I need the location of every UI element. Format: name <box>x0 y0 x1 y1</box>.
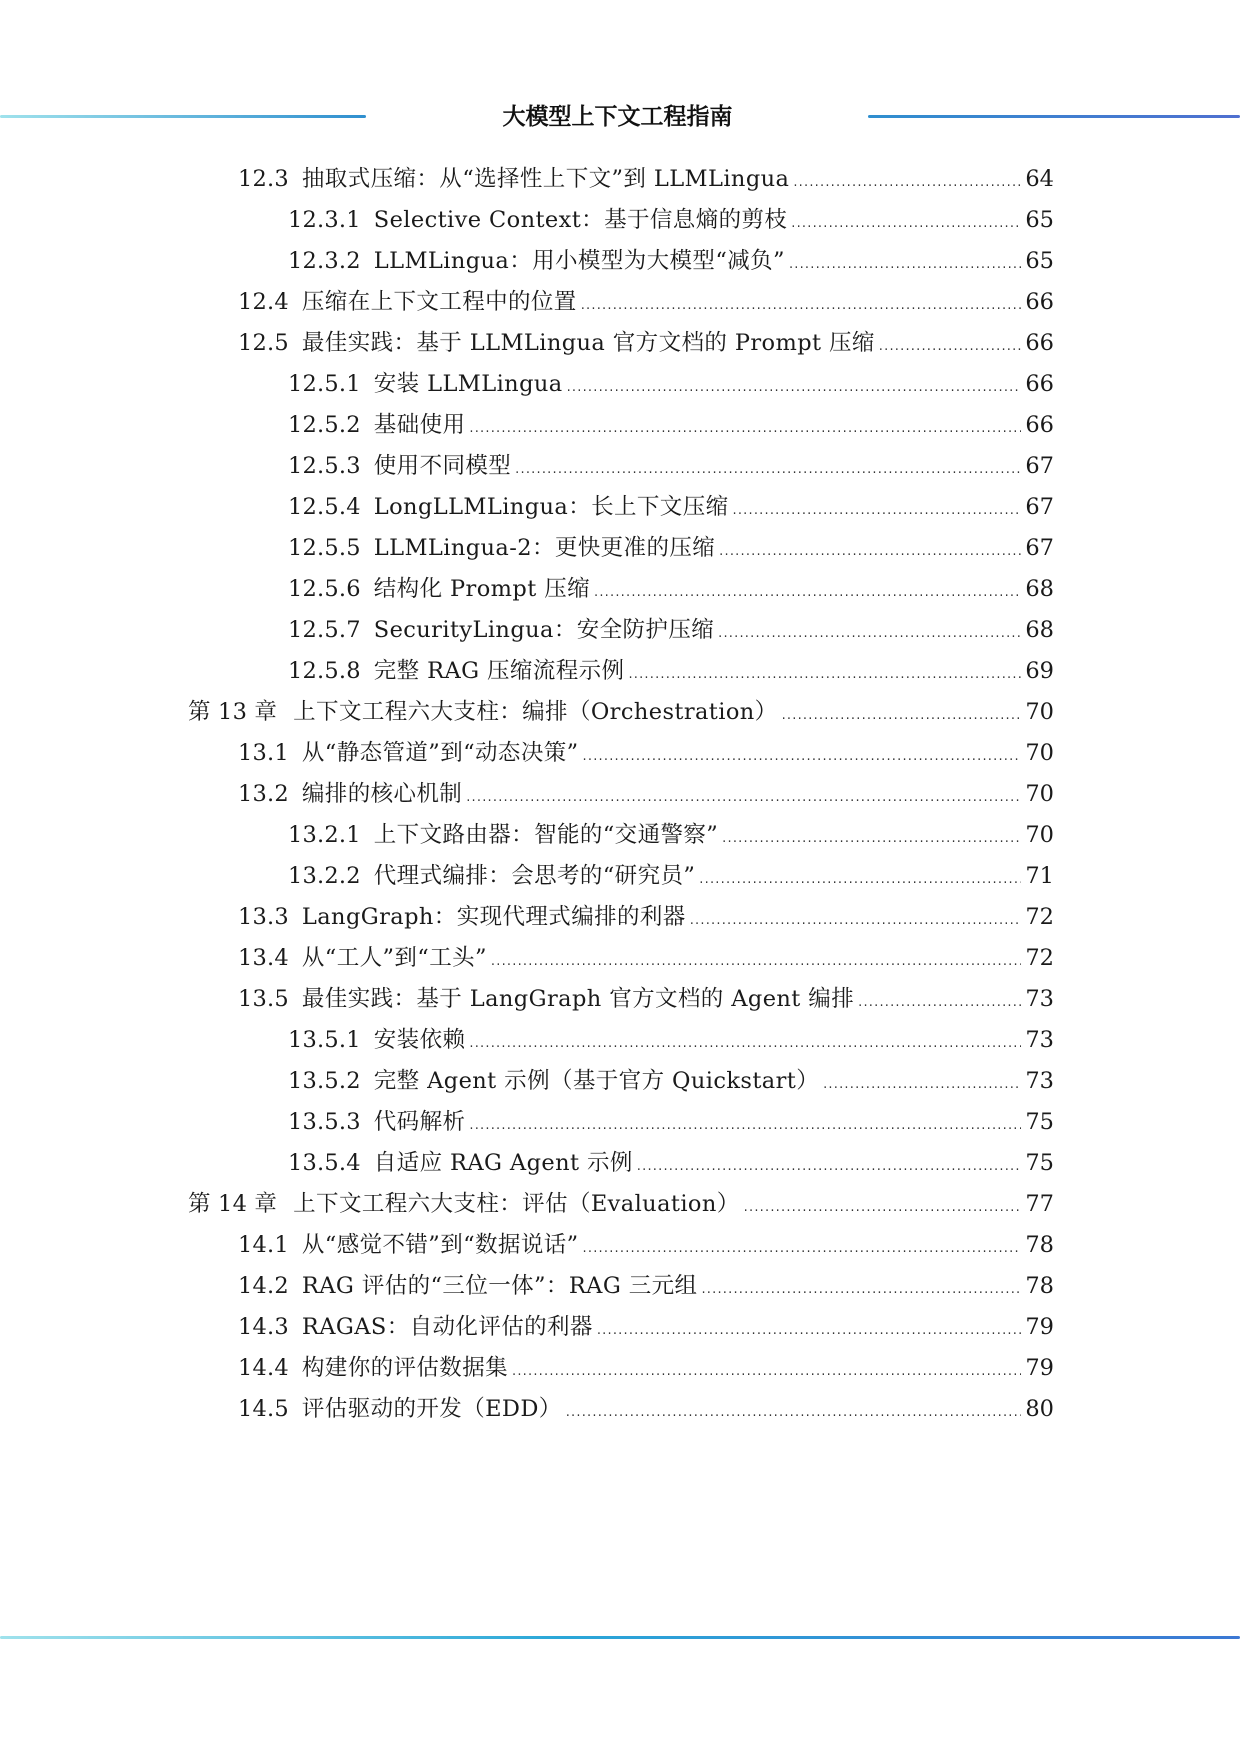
toc-entry-title: LongLLMLingua：长上下文压缩 <box>373 494 729 520</box>
toc-entry-page: 79 <box>1025 1355 1054 1381</box>
toc-entry-title: 上下文路由器：智能的“交通警察” <box>373 822 719 848</box>
toc-entry-number: 13.5 <box>238 986 289 1012</box>
toc-entry-number: 12.5.4 <box>288 494 361 520</box>
toc-entry[interactable] <box>238 774 1054 814</box>
toc-entry-number: 12.3 <box>238 166 289 192</box>
toc-entry[interactable] <box>288 1020 1054 1060</box>
toc-entry-number: 12.3.2 <box>288 248 361 274</box>
toc-entry-number: 13.5.1 <box>288 1027 361 1053</box>
footer-rule <box>0 1636 1240 1639</box>
toc-entry-page: 78 <box>1025 1273 1054 1299</box>
toc-entry-number: 13.5.4 <box>288 1150 361 1176</box>
toc-dot-leader <box>628 655 1021 695</box>
toc-entry[interactable] <box>238 1307 1054 1347</box>
toc-entry[interactable] <box>238 1389 1054 1429</box>
toc-entry-title: 评估驱动的开发（EDD） <box>301 1396 562 1422</box>
toc-entry-page: 66 <box>1025 412 1054 438</box>
toc-entry[interactable] <box>288 528 1054 568</box>
toc-dot-leader <box>469 1024 1021 1064</box>
toc-entry-page: 70 <box>1025 699 1054 725</box>
toc-entry[interactable] <box>288 200 1054 240</box>
toc-dot-leader <box>469 1106 1021 1146</box>
toc-entry-number: 12.5.3 <box>288 453 361 479</box>
toc-dot-leader <box>567 368 1021 408</box>
toc-dot-leader <box>597 1311 1021 1351</box>
toc-entry-title: 构建你的评估数据集 <box>301 1355 509 1381</box>
toc-entry[interactable] <box>288 364 1054 404</box>
toc-entry-page: 70 <box>1025 822 1054 848</box>
toc-entry-page: 75 <box>1025 1109 1054 1135</box>
toc-chapter-entry[interactable] <box>188 1184 1054 1224</box>
toc-dot-leader <box>858 983 1021 1023</box>
toc-dot-leader <box>515 450 1021 490</box>
toc-chapter-number: 第 14 章 <box>188 1191 278 1217</box>
toc-entry-number: 12.5.7 <box>288 617 361 643</box>
toc-entry-title: LangGraph：实现代理式编排的利器 <box>301 904 686 930</box>
toc-entry-page: 80 <box>1025 1396 1054 1422</box>
toc-entry[interactable] <box>238 323 1054 363</box>
toc-entry-page: 78 <box>1025 1232 1054 1258</box>
toc-entry-title: RAG 评估的“三位一体”：RAG 三元组 <box>301 1273 698 1299</box>
toc-entry[interactable] <box>238 159 1054 199</box>
toc-entry[interactable] <box>288 856 1054 896</box>
toc-entry-title: 使用不同模型 <box>373 453 512 479</box>
toc-entry[interactable] <box>238 1225 1054 1265</box>
toc-entry-title: 完整 Agent 示例（基于官方 Quickstart） <box>373 1068 820 1094</box>
toc-entry-page: 68 <box>1025 576 1054 602</box>
toc-dot-leader <box>718 614 1021 654</box>
toc-entry-title: 抽取式压缩：从“选择性上下文”到 LLMLingua <box>301 166 790 192</box>
toc-entry-page: 70 <box>1025 740 1054 766</box>
toc-entry[interactable] <box>288 241 1054 281</box>
toc-entry-title: Selective Context：基于信息熵的剪枝 <box>373 207 788 233</box>
toc-entry-number: 12.5.5 <box>288 535 361 561</box>
page-header-title: 大模型上下文工程指南 <box>502 104 733 130</box>
toc-entry-number: 12.4 <box>238 289 289 315</box>
toc-entry-title: 代理式编排：会思考的“研究员” <box>373 863 696 889</box>
toc-entry[interactable] <box>288 487 1054 527</box>
toc-entry-page: 65 <box>1025 207 1054 233</box>
toc-entry-number: 12.3.1 <box>288 207 361 233</box>
toc-entry-title: 编排的核心机制 <box>301 781 463 807</box>
header-rule-right <box>868 115 1240 118</box>
toc-dot-leader <box>699 860 1021 900</box>
toc-dot-leader <box>879 327 1021 367</box>
toc-dot-leader <box>701 1270 1021 1310</box>
toc-entry-page: 70 <box>1025 781 1054 807</box>
toc-entry[interactable] <box>288 610 1054 650</box>
toc-entry-title: 自适应 RAG Agent 示例 <box>373 1150 633 1176</box>
toc-entry-page: 79 <box>1025 1314 1054 1340</box>
toc-entry[interactable] <box>238 733 1054 773</box>
toc-entry-title: 代码解析 <box>373 1109 466 1135</box>
toc-entry[interactable] <box>238 1266 1054 1306</box>
toc-dot-leader <box>782 696 1021 736</box>
toc-entry-number: 13.4 <box>238 945 289 971</box>
toc-entry-title: 结构化 Prompt 压缩 <box>373 576 590 602</box>
toc-entry-page: 66 <box>1025 371 1054 397</box>
toc-entry-page: 77 <box>1025 1191 1054 1217</box>
toc-entry[interactable] <box>288 1061 1054 1101</box>
toc-entry[interactable] <box>238 979 1054 1019</box>
toc-dot-leader <box>594 573 1021 613</box>
toc-entry-page: 66 <box>1025 330 1054 356</box>
toc-entry-number: 14.5 <box>238 1396 289 1422</box>
toc-entry[interactable] <box>288 815 1054 855</box>
toc-entry-number: 13.2.1 <box>288 822 361 848</box>
toc-entry[interactable] <box>238 1348 1054 1388</box>
toc-entry-title: 最佳实践：基于 LangGraph 官方文档的 Agent 编排 <box>301 986 855 1012</box>
toc-entry-page: 72 <box>1025 945 1054 971</box>
toc-entry-page: 73 <box>1025 1068 1054 1094</box>
toc-dot-leader <box>733 491 1021 531</box>
toc-entry-title: 安装 LLMLingua <box>373 371 563 397</box>
toc-entry[interactable] <box>288 405 1054 445</box>
toc-entry-page: 67 <box>1025 535 1054 561</box>
toc-entry[interactable] <box>238 897 1054 937</box>
toc-dot-leader <box>581 286 1021 326</box>
toc-entry-number: 13.1 <box>238 740 289 766</box>
toc-chapter-title: 上下文工程六大支柱：评估（Evaluation） <box>293 1191 740 1217</box>
toc-entry-page: 68 <box>1025 617 1054 643</box>
toc-chapter-number: 第 13 章 <box>188 699 278 725</box>
toc-entry-number: 14.4 <box>238 1355 289 1381</box>
toc-entry-page: 69 <box>1025 658 1054 684</box>
toc-entry-number: 14.3 <box>238 1314 289 1340</box>
toc-dot-leader <box>583 737 1021 777</box>
toc-entry[interactable] <box>288 651 1054 691</box>
toc-entry-page: 71 <box>1025 863 1054 889</box>
toc-dot-leader <box>823 1065 1021 1105</box>
toc-entry-number: 12.5.6 <box>288 576 361 602</box>
toc-entry-page: 72 <box>1025 904 1054 930</box>
toc-entry[interactable] <box>288 1143 1054 1183</box>
toc-dot-leader <box>791 204 1021 244</box>
toc-entry[interactable] <box>288 569 1054 609</box>
toc-entry-number: 12.5 <box>238 330 289 356</box>
toc-entry-title: 压缩在上下文工程中的位置 <box>301 289 577 315</box>
toc-entry-title: 从“感觉不错”到“数据说话” <box>301 1232 579 1258</box>
toc-entry-number: 13.3 <box>238 904 289 930</box>
toc-entry-page: 66 <box>1025 289 1054 315</box>
toc-entry-title: 安装依赖 <box>373 1027 466 1053</box>
toc-entry-page: 73 <box>1025 1027 1054 1053</box>
toc-dot-leader <box>789 245 1021 285</box>
toc-entry[interactable] <box>238 282 1054 322</box>
toc-dot-leader <box>469 409 1021 449</box>
toc-dot-leader <box>566 1393 1021 1433</box>
toc-entry-title: LLMLingua-2：更快更准的压缩 <box>373 535 716 561</box>
toc-entry-title: 完整 RAG 压缩流程示例 <box>373 658 625 684</box>
toc-entry-number: 13.2 <box>238 781 289 807</box>
toc-entry-page: 73 <box>1025 986 1054 1012</box>
toc-entry-page: 75 <box>1025 1150 1054 1176</box>
toc-entry-page: 67 <box>1025 494 1054 520</box>
toc-entry-title: 从“工人”到“工头” <box>301 945 487 971</box>
toc-entry-number: 13.5.2 <box>288 1068 361 1094</box>
toc-entry-title: 最佳实践：基于 LLMLingua 官方文档的 Prompt 压缩 <box>301 330 875 356</box>
toc-dot-leader <box>719 532 1021 572</box>
toc-dot-leader <box>637 1147 1021 1187</box>
toc-entry-number: 12.5.2 <box>288 412 361 438</box>
toc-dot-leader <box>722 819 1021 859</box>
toc-entry-number: 13.2.2 <box>288 863 361 889</box>
toc-entry-title: SecurityLingua：安全防护压缩 <box>373 617 715 643</box>
toc-entry-number: 14.1 <box>238 1232 289 1258</box>
toc-entry-page: 65 <box>1025 248 1054 274</box>
toc-entry-number: 12.5.8 <box>288 658 361 684</box>
toc-dot-leader <box>744 1188 1021 1228</box>
toc-entry-page: 64 <box>1025 166 1054 192</box>
toc-dot-leader <box>690 901 1021 941</box>
toc-entry[interactable] <box>288 446 1054 486</box>
toc-entry-title: 从“静态管道”到“动态决策” <box>301 740 579 766</box>
toc-entry[interactable] <box>238 938 1054 978</box>
header-rule-left <box>0 115 366 118</box>
toc-entry-number: 12.5.1 <box>288 371 361 397</box>
toc-entry-title: LLMLingua：用小模型为大模型“减负” <box>373 248 785 274</box>
toc-chapter-entry[interactable] <box>188 692 1054 732</box>
toc-dot-leader <box>583 1229 1021 1269</box>
toc-entry[interactable] <box>288 1102 1054 1142</box>
toc-chapter-title: 上下文工程六大支柱：编排（Orchestration） <box>293 699 778 725</box>
toc-dot-leader <box>512 1352 1021 1392</box>
toc-dot-leader <box>793 163 1021 203</box>
toc-entry-number: 14.2 <box>238 1273 289 1299</box>
toc-entry-title: RAGAS：自动化评估的利器 <box>301 1314 593 1340</box>
toc-dot-leader <box>466 778 1021 818</box>
toc-entry-number: 13.5.3 <box>288 1109 361 1135</box>
toc-entry-title: 基础使用 <box>373 412 466 438</box>
toc-entry-page: 67 <box>1025 453 1054 479</box>
toc-dot-leader <box>491 942 1021 982</box>
